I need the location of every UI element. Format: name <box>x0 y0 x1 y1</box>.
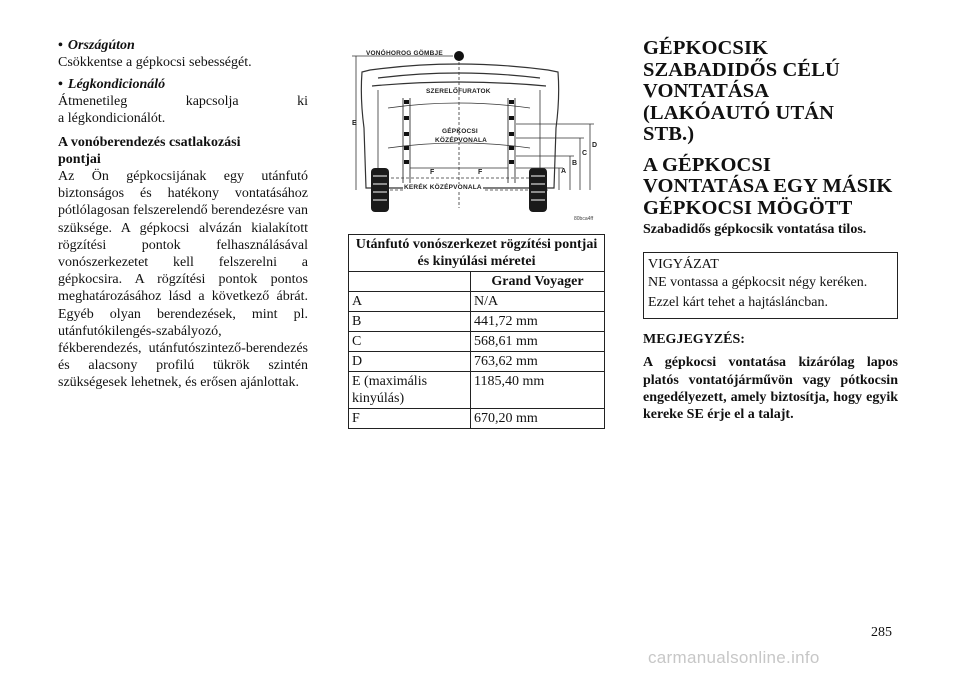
hitch-ball-label: VONÓHOROG GÖMBJE <box>366 50 443 57</box>
bullet-air-conditioning: • Légkondicionáló <box>58 77 166 93</box>
towing-prohibited-subtitle: Szabadidős gépkocsik vontatása tilos. <box>643 222 867 237</box>
row-label: B <box>349 312 471 332</box>
diagram-code: 80bca4ff <box>574 216 594 222</box>
left-column <box>58 38 308 392</box>
dim-label-f-right: F <box>478 169 483 176</box>
middle-column <box>348 38 608 429</box>
table-row <box>349 372 605 409</box>
row-label: E (maximális kinyúlás) <box>349 372 471 409</box>
row-value: 568,61 mm <box>471 332 605 352</box>
caution-title: VIGYÁZAT <box>648 257 719 273</box>
page-number: 285 <box>871 625 892 640</box>
table-row <box>349 312 605 332</box>
watermark: carmanualsonline.info <box>648 648 820 667</box>
hitch-dimensions-table <box>348 234 605 429</box>
table-row <box>349 352 605 372</box>
hitch-body-text: Az Ön gépkocsijának egy utánfutó biztonságos és hatékony vontatásához pótlólagosan felszerelendő berendezésre van szüksége. A gépkocsi alvázán kialakított rögzítési pontok felhasználásával vonószerkezetet kell felszerelni a gépkocsira. A rögzítési pontok pontos meghatározásához lásd a következő ábrát. Egyéb olyan berendezések, mint pl. utánfutókilengés-szabályozó, fékberendezés, utánfutószintező-berendezés és alacsony profilú tükrök szintén szükségesek lehetnek, és erősen ajánlottak. <box>58 169 308 391</box>
vehicle-centerline-label-1: GÉPKOCSI <box>442 128 478 135</box>
note-title: MEGJEGYZÉS: <box>643 332 745 348</box>
section-title-recreational-towing: GÉPKOCSIK SZABADIDŐS CÉLÚ VONTATÁSA (LAKÓAUTÓ UTÁN STB.) <box>643 37 840 145</box>
row-label: A <box>349 292 471 312</box>
highway-text: Csökkentse a gépkocsi sebességét. <box>58 55 252 70</box>
bullet-highway: • Országúton <box>58 38 135 53</box>
caution-text: NE vontassa a gépkocsit négy keréken. Ezzel kárt tehet a hajtásláncban. <box>648 275 868 311</box>
dim-label-f-left: F <box>430 169 435 176</box>
table-row <box>349 332 605 352</box>
section-title-towing-behind-vehicle: A GÉPKOCSI VONTATÁSA EGY MÁSIK GÉPKOCSI MÖGÖTT <box>643 153 893 219</box>
row-value: 1185,40 mm <box>471 372 605 409</box>
row-value: 670,20 mm <box>471 409 605 429</box>
table-header-grand-voyager: Grand Voyager <box>471 272 605 292</box>
dim-label-d: D <box>592 142 598 149</box>
note-text: A gépkocsi vontatása kizárólag lapos platós vontatójárművön vagy pótkocsin engedélyezett, amely biztosítja, hogy egyik kereke SE érje el a talajt. <box>643 355 898 423</box>
dim-label-a: A <box>561 168 567 175</box>
mounting-holes-label: SZERELŐFURATOK <box>426 88 491 95</box>
row-value: N/A <box>471 292 605 312</box>
table-header-empty <box>349 272 471 292</box>
row-label: D <box>349 352 471 372</box>
dim-label-b: B <box>572 160 578 167</box>
hitch-diagram <box>348 38 603 226</box>
table-row <box>349 292 605 312</box>
dim-label-c: C <box>582 150 588 157</box>
row-label: C <box>349 332 471 352</box>
wheel-centerline-label: KERÉK KÖZÉPVONALA <box>404 184 482 191</box>
row-value: 441,72 mm <box>471 312 605 332</box>
row-label: F <box>349 409 471 429</box>
ac-text-line2: a légkondicionálót. <box>58 111 166 127</box>
ac-text-line1: Átmenetileg kapcsolja ki <box>58 94 308 110</box>
table-row <box>349 409 605 429</box>
caution-box <box>643 252 898 319</box>
table-caption: Utánfutó vonószerkezet rögzítési pontjai és kinyúlási méretei <box>349 235 605 272</box>
vehicle-centerline-label-2: KÖZÉPVONALA <box>435 137 488 144</box>
right-column <box>643 38 898 423</box>
dim-label-e: E <box>352 120 357 127</box>
row-value: 763,62 mm <box>471 352 605 372</box>
hitch-heading: A vonóberendezés csatlakozási pontjai <box>58 134 241 167</box>
